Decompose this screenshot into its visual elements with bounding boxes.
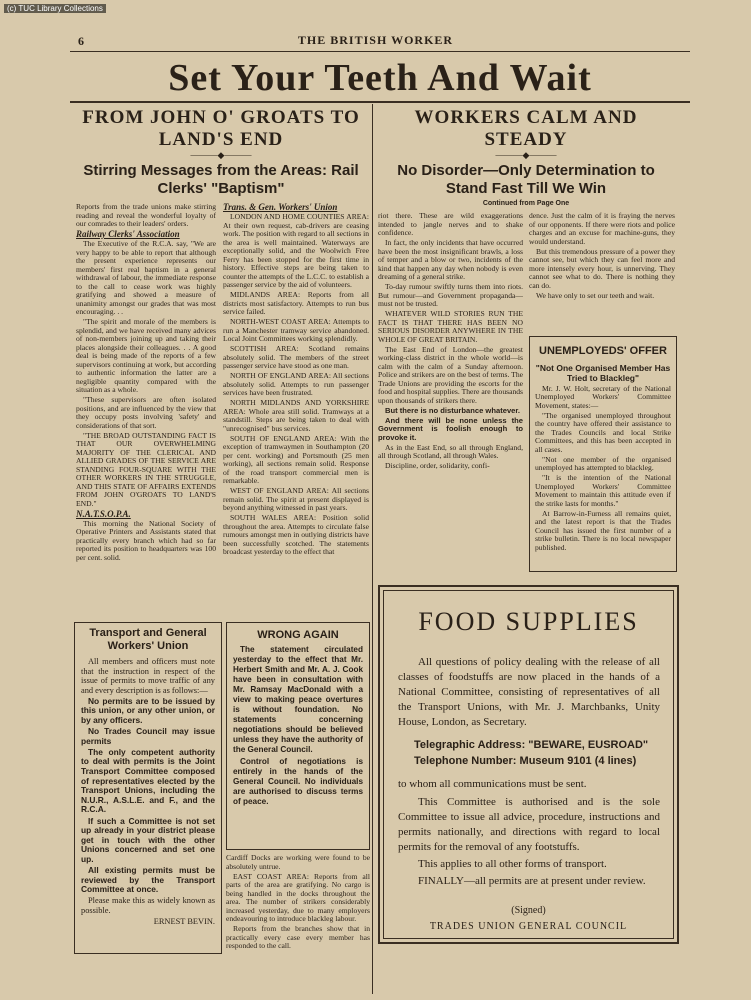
paragraph: The only competent authority to deal with permits is the Joint Transport Committee composed of representatives elected by the Transport Unions, including the N.U.R., A.S.L.E. and F., and the R.C.A. <box>81 746 215 815</box>
left-heading: FROM JOHN O' GROATS TO LAND'S END <box>82 107 360 150</box>
right-heading: WORKERS CALM AND STEADY <box>414 107 638 150</box>
watermark: (c) TUC Library Collections <box>4 4 106 13</box>
box-title: UNEMPLOYEDS' OFFER <box>539 345 667 357</box>
paragraph: This morning the National Society of Operative Printers and Assistants stated that practically every branch which had so far reported its position to headquarters was 100 per cent. solid. <box>76 518 216 562</box>
food-paragraph: This applies to all other forms of transport. <box>418 858 607 870</box>
box-title: WRONG AGAIN <box>257 629 339 641</box>
paragraph: As in the East End, so all through England, all through Scotland, all through Wales. <box>378 442 523 460</box>
food-paragraph: All questions of policy dealing with the release of all classes of foodstuffs are now placed in the hands of a National Committee, consisting of representatives of all the Transport Unions, with Mr. J. Marchbanks, Unity House, London, as Secretary. <box>398 656 660 728</box>
paragraph: dence. Just the calm of it is fraying the nerves of our opponents. If there were riots and police charges and an excuse for machine-guns, they would understand. <box>529 212 675 246</box>
food-supplies-box <box>378 585 679 944</box>
paragraph: No permits are to be issued by this union, or any other union, or by any officers. <box>81 695 215 726</box>
food-signature: TRADES UNION GENERAL COUNCIL <box>429 921 628 932</box>
paragraph: Discipline, order, solidarity, confi- <box>385 461 490 470</box>
paragraph: The statement circulated yesterday to the effect that Mr. Herbert Smith and Mr. A. J. Cook have been in consultation with Mr. Ramsay MacDonald with a view to making peace overtures is without foundation. No statements concerning negotiations should be believed unless they have the authority of the General Council. <box>233 645 363 754</box>
telephone-number: Telephone Number: Museum 9101 (4 lines) <box>414 755 637 767</box>
ornament: ———◆——— <box>495 150 557 160</box>
paragraph: At Barrow-in-Furness all remains quiet, and the latest report is that the Trades Council has issued the first number of a strike bulletin. There is no local newspaper published. <box>535 508 671 552</box>
food-paragraph: This Committee is authorised and is the sole Committee to issue all advice, procedure, instructions and permits nationally, and directions with regard to local permits for the removal of any footstuffs. <box>398 796 660 853</box>
paragraph: SOUTH OF ENGLAND AREA: With the exception of tramwaymen in Southampton (20 per cent. working) and Portsmouth (25 men working), all sections remain solid. Response of the road transport commercial men is remarkable. <box>223 433 369 485</box>
headline: Set Your Teeth And Wait <box>168 57 592 99</box>
section-heading: N.A.T.S.O.P.A. <box>76 508 131 519</box>
paragraph: The Executive of the R.C.A. say, "We are very happy to be able to report that although the present experience represents our members' first real baptism in a general withdrawal of labour, the immediate response to the call to cease work was highly gratifying and showed a measure of unanimity amongst our grades that was most encouraging. . . <box>76 239 216 316</box>
paragraph: The East End of London—the greatest working-class district in the whole world—is calm with the calm of a Sunday afternoon. Police and strikers are on the best of terms. The Trade Unions are providing the escorts for the food and hospital supplies. There are thousands upon thousands of strikers there. <box>378 344 523 405</box>
center-divider <box>372 104 373 994</box>
paragraph: Reports from the branches show that in practically every case every member has responded to the call. <box>226 924 370 950</box>
paragraph: To-day rumour swiftly turns them into riots. But rumour—and Government propaganda—must not be trusted. <box>378 282 523 308</box>
headline-rule <box>70 101 690 103</box>
paragraph: EAST COAST AREA: Reports from all parts of the area are gratifying. No cargo is being handled in the docks throughout the area. The number of strikers considerably increased yesterday, due to many employers endeavouring to introduce blackleg labour. <box>226 871 370 923</box>
signature: ERNEST BEVIN. <box>153 916 215 926</box>
section-heading: Railway Clerks' Association <box>76 229 180 239</box>
paragraph: riot there. These are wild exaggerations intended to jangle nerves and to shake confidence. <box>378 212 523 237</box>
ornament: ———◆——— <box>190 150 252 160</box>
paragraph: "THE BROAD OUTSTANDING FACT IS THAT OUR OVERWHELMING MAJORITY OF THE CLERICAL AND ALLIED GRADES OF THE SERVICE ARE STANDING FOUR-SQUARE WITH THE OTHER WORKERS IN THE STRUGGLE, AND THIS STATE OF AFFAIRS EXTENDS FROM JOHN O'GROATS TO LAND'S END." <box>76 430 216 508</box>
paragraph: WEST OF ENGLAND AREA: All sections remain solid. The spirit at present displayed is beyond anything witnessed in past years. <box>223 486 369 512</box>
paragraph: All members and officers must note that the instruction in respect of the issue of permits to move traffic of any and every description is as follows:— <box>81 657 215 695</box>
paragraph: Control of negotiations is entirely in the hands of the General Council. No individuals are authorised to discuss terms of peace. <box>233 756 363 806</box>
paragraph: In fact, the only incidents that have occurred have been the most insignificant brawls, a loss of temper and a blow or two, incidents of the kind that happen any day when nobody is even dreaming of a general strike. <box>378 238 523 281</box>
paragraph: If such a Committee is not set up already in your district please get in touch with the other Unions concerned and set one up. <box>81 815 215 864</box>
paragraph: But this tremendous pressure of a power they cannot see, but which they can feel more and more intensely every hour, is unnerving. They cannot see what to do. There is nothing they can do. <box>529 246 675 290</box>
paragraph: But there is no disturbance whatever. <box>385 405 521 415</box>
right-subheading: No Disorder—Only Determination to Stand Fast Till We Win <box>397 162 655 197</box>
right-column-3 <box>378 212 523 572</box>
paragraph: "The organised unemployed throughout the country have offered their assistance to the Trades Councils and local Strike Committees, and this has been accepted in all cases. <box>535 410 671 454</box>
box-body <box>227 645 369 808</box>
paragraph: SCOTTISH AREA: Scotland remains absolutely solid. The members of the street passenger service have stood as one man. <box>223 344 369 370</box>
wrong-again-box <box>226 622 370 850</box>
paragraph: "The spirit and morale of the members is splendid, and we have received many advices of non-members joining up and taking their places alongside their colleagues. . . A good deal is being made of the reports of a few supervisors continuing at work, but according to authentic information the latter are a negligible quantity compared with the situation as a whole. <box>76 317 216 394</box>
paragraph: NORTH OF ENGLAND AREA: All sections absolutely solid. Attempts to run passenger services have been frustrated. <box>223 371 369 397</box>
header-rule <box>70 51 690 52</box>
paragraph: LONDON AND HOME COUNTIES AREA: At their own request, cab-drivers are ceasing work. The position with regard to all sections in the area is well maintained. Waterways are exceptionally solid, and the Woolwich Free Ferry has been stopped for the first time in history. Effective steps are being taken to counter the attempts of the L.C.C. to establish a passenger service by the aid of volunteers. <box>223 212 369 289</box>
paragraph: WHATEVER WILD STORIES RUN THE FACT IS THAT THERE HAS BEEN NO SERIOUS DISORDER ANYWHERE IN THE WHOLE OF GREAT BRITAIN. <box>378 309 523 344</box>
continued-note: Continued from Page One <box>482 200 570 207</box>
section-heading: Trans. & Gen. Workers' Union <box>223 203 338 212</box>
food-supplies-title: FOOD SUPPLIES <box>418 607 639 636</box>
food-paragraph: FINALLY—all permits are at present under review. <box>418 875 646 887</box>
paragraph: SOUTH WALES AREA: Position solid throughout the area. Attempts to circulate false rumours amongst men in outlying districts have been successfully scotched. The statements broadcast yesterday to the effect that <box>223 513 369 556</box>
paragraph: "It is the intention of the National Unemployed Workers' Committee Movement to maintain this attitude even if the strike lasts for months." <box>535 473 671 508</box>
paragraph: NORTH-WEST COAST AREA: Attempts to run a Manchester tramway service abandoned. Local Joint Committees working splendidly. <box>223 317 369 343</box>
food-paragraph: to whom all communications must be sent. <box>398 778 587 790</box>
box-subtitle: "Not One Organised Member Has Tried to Blackleg" <box>535 363 671 383</box>
paragraph: Cardiff Docks are working were found to be absolutely untrue. <box>226 854 370 871</box>
telegraphic-address: Telegraphic Address: "BEWARE, EUSROAD" <box>414 739 649 751</box>
page-number: 6 <box>78 34 84 48</box>
paragraph: And there will be none unless the Government is foolish enough to provoke it. <box>378 415 523 442</box>
paragraph: NORTH MIDLANDS AND YORKSHIRE AREA: Whole area still solid. Tramways at a standstill. Steps are being taken to deal with "unrecognised" bus services. <box>223 398 369 433</box>
paragraph: We have only to set our teeth and wait. <box>536 290 655 300</box>
running-head: THE BRITISH WORKER <box>297 33 454 47</box>
box-body <box>75 657 221 928</box>
paragraph: Please make this as widely known as possible. <box>81 896 215 915</box>
box-body <box>530 363 676 554</box>
intro-paragraph: Reports from the trade unions make stirring reading and reveal the wonderful loyalty of our comrades to their leaders' orders. <box>76 203 216 228</box>
paragraph: Mr. J. W. Holt, secretary of the National Unemployed Workers' Committee Movement, states:— <box>535 383 671 410</box>
left-subheading: Stirring Messages from the Areas: Rail Clerks' "Baptism" <box>83 162 359 197</box>
paragraph: No Trades Council may issue permits <box>81 726 215 746</box>
paragraph: "These supervisors are often isolated positions, and are influenced by the view that they occupy posts involving 'safety' and considerations of that sort. <box>76 395 216 430</box>
left-column-1 <box>76 203 216 618</box>
paragraph: All existing permits must be reviewed by the Transport Committee at once. <box>81 864 215 895</box>
tgwu-notice-box <box>74 622 222 954</box>
paragraph: "Not one member of the organised unemployed has attempted to blackleg. <box>535 454 671 472</box>
paragraph: MIDLANDS AREA: Reports from all districts most satisfactory. Attempts to run bus service failed. <box>223 290 369 316</box>
box-title: Transport and General Workers' Union <box>89 627 207 652</box>
unemployeds-offer-box <box>529 336 677 572</box>
right-column-4 <box>529 212 675 332</box>
food-signed: (Signed) <box>511 905 546 916</box>
left-column-2-bottom <box>226 854 370 954</box>
left-column-2 <box>223 203 369 618</box>
